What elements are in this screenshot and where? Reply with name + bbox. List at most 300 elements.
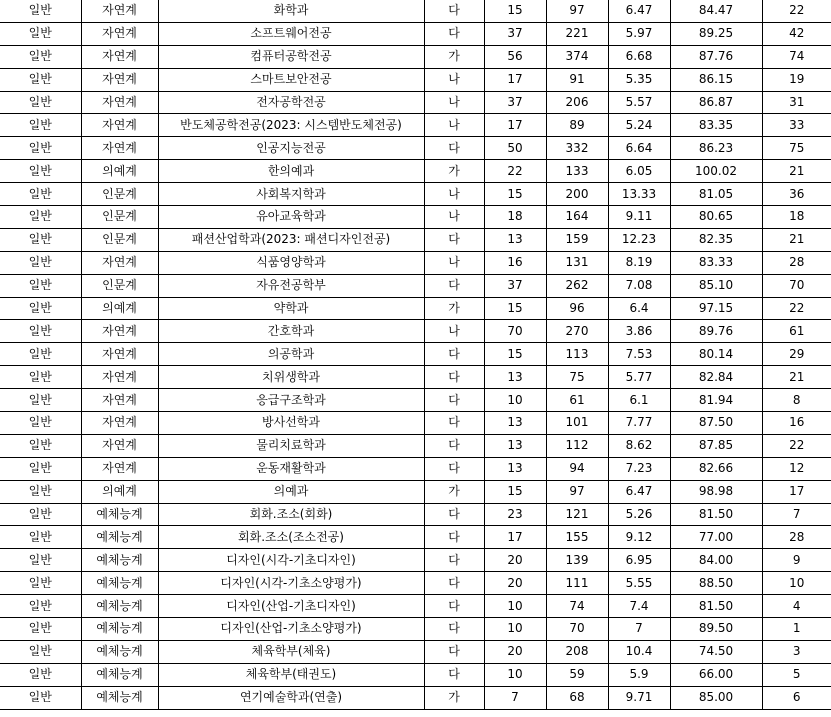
department-cell: 회화.조소(회화) xyxy=(158,503,424,526)
department-cell: 반도체공학전공(2023: 시스템반도체전공) xyxy=(158,114,424,137)
category-cell: 자연계 xyxy=(81,68,158,91)
score-cell: 74.50 xyxy=(670,640,762,663)
group-cell: 가 xyxy=(424,686,484,709)
competition-rate-cell: 6.47 xyxy=(608,480,670,503)
table-row xyxy=(0,503,831,526)
type-cell: 일반 xyxy=(0,366,81,389)
category-cell: 자연계 xyxy=(81,320,158,343)
category-cell: 자연계 xyxy=(81,114,158,137)
waitlist-cell: 12 xyxy=(762,457,831,480)
type-cell: 일반 xyxy=(0,320,81,343)
waitlist-cell: 17 xyxy=(762,480,831,503)
quota-cell: 37 xyxy=(484,22,546,45)
department-cell: 응급구조학과 xyxy=(158,389,424,412)
table-row xyxy=(0,91,831,114)
group-cell: 나 xyxy=(424,251,484,274)
group-cell: 다 xyxy=(424,0,484,22)
category-cell: 예체능계 xyxy=(81,663,158,686)
group-cell: 다 xyxy=(424,549,484,572)
department-cell: 회화.조소(조소전공) xyxy=(158,526,424,549)
quota-cell: 17 xyxy=(484,114,546,137)
score-cell: 83.35 xyxy=(670,114,762,137)
competition-rate-cell: 5.77 xyxy=(608,366,670,389)
department-cell: 간호학과 xyxy=(158,320,424,343)
score-cell: 97.15 xyxy=(670,297,762,320)
department-cell: 방사선학과 xyxy=(158,412,424,435)
table-row xyxy=(0,206,831,229)
quota-cell: 15 xyxy=(484,0,546,22)
category-cell: 자연계 xyxy=(81,0,158,22)
competition-rate-cell: 5.35 xyxy=(608,68,670,91)
quota-cell: 13 xyxy=(484,366,546,389)
type-cell: 일반 xyxy=(0,274,81,297)
category-cell: 의예계 xyxy=(81,160,158,183)
waitlist-cell: 29 xyxy=(762,343,831,366)
waitlist-cell: 36 xyxy=(762,183,831,206)
applicants-cell: 139 xyxy=(546,549,608,572)
waitlist-cell: 9 xyxy=(762,549,831,572)
competition-rate-cell: 10.4 xyxy=(608,640,670,663)
quota-cell: 10 xyxy=(484,663,546,686)
category-cell: 인문계 xyxy=(81,206,158,229)
applicants-cell: 91 xyxy=(546,68,608,91)
score-cell: 100.02 xyxy=(670,160,762,183)
quota-cell: 17 xyxy=(484,68,546,91)
score-cell: 81.94 xyxy=(670,389,762,412)
table-row xyxy=(0,343,831,366)
quota-cell: 23 xyxy=(484,503,546,526)
applicants-cell: 221 xyxy=(546,22,608,45)
type-cell: 일반 xyxy=(0,686,81,709)
score-cell: 85.00 xyxy=(670,686,762,709)
department-cell: 한의예과 xyxy=(158,160,424,183)
department-cell: 디자인(산업-기초소양평가) xyxy=(158,618,424,641)
group-cell: 나 xyxy=(424,183,484,206)
table-row xyxy=(0,274,831,297)
competition-rate-cell: 5.97 xyxy=(608,22,670,45)
group-cell: 다 xyxy=(424,228,484,251)
applicants-cell: 332 xyxy=(546,137,608,160)
department-cell: 자유전공학부 xyxy=(158,274,424,297)
competition-rate-cell: 9.71 xyxy=(608,686,670,709)
type-cell: 일반 xyxy=(0,412,81,435)
table-row xyxy=(0,389,831,412)
competition-rate-cell: 6.64 xyxy=(608,137,670,160)
table-row xyxy=(0,457,831,480)
applicants-cell: 74 xyxy=(546,595,608,618)
applicants-cell: 159 xyxy=(546,228,608,251)
applicants-cell: 112 xyxy=(546,434,608,457)
type-cell: 일반 xyxy=(0,160,81,183)
applicants-cell: 75 xyxy=(546,366,608,389)
type-cell: 일반 xyxy=(0,206,81,229)
group-cell: 다 xyxy=(424,343,484,366)
competition-rate-cell: 6.68 xyxy=(608,45,670,68)
type-cell: 일반 xyxy=(0,228,81,251)
group-cell: 다 xyxy=(424,412,484,435)
competition-rate-cell: 8.62 xyxy=(608,434,670,457)
quota-cell: 15 xyxy=(484,297,546,320)
department-cell: 의공학과 xyxy=(158,343,424,366)
group-cell: 다 xyxy=(424,22,484,45)
group-cell: 가 xyxy=(424,480,484,503)
score-cell: 87.76 xyxy=(670,45,762,68)
type-cell: 일반 xyxy=(0,389,81,412)
quota-cell: 37 xyxy=(484,91,546,114)
category-cell: 자연계 xyxy=(81,45,158,68)
type-cell: 일반 xyxy=(0,480,81,503)
type-cell: 일반 xyxy=(0,0,81,22)
type-cell: 일반 xyxy=(0,572,81,595)
score-cell: 81.50 xyxy=(670,503,762,526)
department-cell: 사회복지학과 xyxy=(158,183,424,206)
waitlist-cell: 21 xyxy=(762,160,831,183)
competition-rate-cell: 9.11 xyxy=(608,206,670,229)
waitlist-cell: 61 xyxy=(762,320,831,343)
group-cell: 다 xyxy=(424,503,484,526)
department-cell: 디자인(시각-기초디자인) xyxy=(158,549,424,572)
category-cell: 인문계 xyxy=(81,183,158,206)
applicants-cell: 97 xyxy=(546,0,608,22)
group-cell: 다 xyxy=(424,595,484,618)
group-cell: 다 xyxy=(424,434,484,457)
applicants-cell: 262 xyxy=(546,274,608,297)
group-cell: 다 xyxy=(424,618,484,641)
score-cell: 86.15 xyxy=(670,68,762,91)
competition-rate-cell: 7.08 xyxy=(608,274,670,297)
table-row xyxy=(0,320,831,343)
competition-rate-cell: 3.86 xyxy=(608,320,670,343)
waitlist-cell: 4 xyxy=(762,595,831,618)
category-cell: 예체능계 xyxy=(81,640,158,663)
quota-cell: 10 xyxy=(484,389,546,412)
waitlist-cell: 42 xyxy=(762,22,831,45)
competition-rate-cell: 7.23 xyxy=(608,457,670,480)
category-cell: 자연계 xyxy=(81,457,158,480)
quota-cell: 18 xyxy=(484,206,546,229)
waitlist-cell: 74 xyxy=(762,45,831,68)
department-cell: 식품영양학과 xyxy=(158,251,424,274)
competition-rate-cell: 13.33 xyxy=(608,183,670,206)
competition-rate-cell: 8.19 xyxy=(608,251,670,274)
group-cell: 나 xyxy=(424,68,484,91)
quota-cell: 20 xyxy=(484,640,546,663)
competition-rate-cell: 5.9 xyxy=(608,663,670,686)
type-cell: 일반 xyxy=(0,45,81,68)
type-cell: 일반 xyxy=(0,640,81,663)
score-cell: 89.50 xyxy=(670,618,762,641)
quota-cell: 37 xyxy=(484,274,546,297)
waitlist-cell: 22 xyxy=(762,297,831,320)
category-cell: 인문계 xyxy=(81,228,158,251)
table-row xyxy=(0,480,831,503)
score-cell: 86.87 xyxy=(670,91,762,114)
quota-cell: 15 xyxy=(484,480,546,503)
competition-rate-cell: 5.24 xyxy=(608,114,670,137)
quota-cell: 13 xyxy=(484,457,546,480)
group-cell: 다 xyxy=(424,274,484,297)
table-row xyxy=(0,45,831,68)
competition-rate-cell: 5.57 xyxy=(608,91,670,114)
score-cell: 84.47 xyxy=(670,0,762,22)
quota-cell: 20 xyxy=(484,549,546,572)
category-cell: 인문계 xyxy=(81,274,158,297)
table-row xyxy=(0,22,831,45)
applicants-cell: 59 xyxy=(546,663,608,686)
table-row xyxy=(0,297,831,320)
category-cell: 예체능계 xyxy=(81,526,158,549)
category-cell: 예체능계 xyxy=(81,686,158,709)
department-cell: 스마트보안전공 xyxy=(158,68,424,91)
applicants-cell: 94 xyxy=(546,457,608,480)
applicants-cell: 270 xyxy=(546,320,608,343)
group-cell: 나 xyxy=(424,114,484,137)
category-cell: 예체능계 xyxy=(81,549,158,572)
quota-cell: 13 xyxy=(484,412,546,435)
score-cell: 85.10 xyxy=(670,274,762,297)
table-row xyxy=(0,0,831,22)
score-cell: 81.50 xyxy=(670,595,762,618)
group-cell: 다 xyxy=(424,640,484,663)
applicants-cell: 155 xyxy=(546,526,608,549)
applicants-cell: 96 xyxy=(546,297,608,320)
competition-rate-cell: 9.12 xyxy=(608,526,670,549)
score-cell: 86.23 xyxy=(670,137,762,160)
score-cell: 66.00 xyxy=(670,663,762,686)
table-row xyxy=(0,663,831,686)
waitlist-cell: 18 xyxy=(762,206,831,229)
score-cell: 83.33 xyxy=(670,251,762,274)
type-cell: 일반 xyxy=(0,343,81,366)
type-cell: 일반 xyxy=(0,137,81,160)
category-cell: 자연계 xyxy=(81,91,158,114)
quota-cell: 22 xyxy=(484,160,546,183)
waitlist-cell: 21 xyxy=(762,366,831,389)
type-cell: 일반 xyxy=(0,663,81,686)
waitlist-cell: 19 xyxy=(762,68,831,91)
category-cell: 자연계 xyxy=(81,22,158,45)
quota-cell: 17 xyxy=(484,526,546,549)
type-cell: 일반 xyxy=(0,595,81,618)
department-cell: 유아교육학과 xyxy=(158,206,424,229)
competition-rate-cell: 7 xyxy=(608,618,670,641)
competition-rate-cell: 5.55 xyxy=(608,572,670,595)
type-cell: 일반 xyxy=(0,549,81,572)
waitlist-cell: 70 xyxy=(762,274,831,297)
competition-rate-cell: 12.23 xyxy=(608,228,670,251)
category-cell: 자연계 xyxy=(81,366,158,389)
table-row xyxy=(0,137,831,160)
category-cell: 예체능계 xyxy=(81,572,158,595)
group-cell: 나 xyxy=(424,320,484,343)
applicants-cell: 70 xyxy=(546,618,608,641)
quota-cell: 10 xyxy=(484,618,546,641)
table-row xyxy=(0,114,831,137)
applicants-cell: 133 xyxy=(546,160,608,183)
type-cell: 일반 xyxy=(0,297,81,320)
department-cell: 치위생학과 xyxy=(158,366,424,389)
type-cell: 일반 xyxy=(0,503,81,526)
department-cell: 전자공학전공 xyxy=(158,91,424,114)
applicants-cell: 374 xyxy=(546,45,608,68)
group-cell: 나 xyxy=(424,91,484,114)
group-cell: 다 xyxy=(424,389,484,412)
type-cell: 일반 xyxy=(0,183,81,206)
quota-cell: 56 xyxy=(484,45,546,68)
quota-cell: 13 xyxy=(484,228,546,251)
category-cell: 예체능계 xyxy=(81,503,158,526)
table-row xyxy=(0,160,831,183)
waitlist-cell: 3 xyxy=(762,640,831,663)
score-cell: 87.50 xyxy=(670,412,762,435)
group-cell: 다 xyxy=(424,137,484,160)
applicants-cell: 164 xyxy=(546,206,608,229)
competition-rate-cell: 6.47 xyxy=(608,0,670,22)
table-row xyxy=(0,640,831,663)
score-cell: 88.50 xyxy=(670,572,762,595)
applicants-cell: 113 xyxy=(546,343,608,366)
competition-rate-cell: 6.1 xyxy=(608,389,670,412)
table-row xyxy=(0,68,831,91)
score-cell: 80.65 xyxy=(670,206,762,229)
quota-cell: 50 xyxy=(484,137,546,160)
department-cell: 소프트웨어전공 xyxy=(158,22,424,45)
table-row xyxy=(0,686,831,709)
applicants-cell: 89 xyxy=(546,114,608,137)
department-cell: 의예과 xyxy=(158,480,424,503)
department-cell: 연기예술학과(연출) xyxy=(158,686,424,709)
score-cell: 82.84 xyxy=(670,366,762,389)
department-cell: 체육학부(체육) xyxy=(158,640,424,663)
competition-rate-cell: 7.53 xyxy=(608,343,670,366)
competition-rate-cell: 6.95 xyxy=(608,549,670,572)
department-cell: 체육학부(태권도) xyxy=(158,663,424,686)
department-cell: 컴퓨터공학전공 xyxy=(158,45,424,68)
category-cell: 의예계 xyxy=(81,480,158,503)
score-cell: 84.00 xyxy=(670,549,762,572)
score-cell: 89.25 xyxy=(670,22,762,45)
group-cell: 다 xyxy=(424,572,484,595)
score-cell: 80.14 xyxy=(670,343,762,366)
applicants-cell: 206 xyxy=(546,91,608,114)
competition-rate-cell: 7.4 xyxy=(608,595,670,618)
category-cell: 자연계 xyxy=(81,389,158,412)
waitlist-cell: 1 xyxy=(762,618,831,641)
waitlist-cell: 22 xyxy=(762,434,831,457)
table-row xyxy=(0,183,831,206)
group-cell: 다 xyxy=(424,457,484,480)
applicants-cell: 121 xyxy=(546,503,608,526)
table-row xyxy=(0,572,831,595)
applicants-cell: 131 xyxy=(546,251,608,274)
waitlist-cell: 10 xyxy=(762,572,831,595)
applicants-cell: 97 xyxy=(546,480,608,503)
quota-cell: 13 xyxy=(484,434,546,457)
applicants-cell: 111 xyxy=(546,572,608,595)
department-cell: 디자인(산업-기초디자인) xyxy=(158,595,424,618)
category-cell: 자연계 xyxy=(81,251,158,274)
applicants-cell: 68 xyxy=(546,686,608,709)
score-cell: 82.66 xyxy=(670,457,762,480)
category-cell: 예체능계 xyxy=(81,595,158,618)
type-cell: 일반 xyxy=(0,91,81,114)
waitlist-cell: 28 xyxy=(762,251,831,274)
table-row xyxy=(0,434,831,457)
category-cell: 예체능계 xyxy=(81,618,158,641)
applicants-cell: 61 xyxy=(546,389,608,412)
department-cell: 인공지능전공 xyxy=(158,137,424,160)
score-cell: 81.05 xyxy=(670,183,762,206)
category-cell: 자연계 xyxy=(81,412,158,435)
group-cell: 가 xyxy=(424,160,484,183)
table-row xyxy=(0,228,831,251)
score-cell: 89.76 xyxy=(670,320,762,343)
table-row xyxy=(0,618,831,641)
waitlist-cell: 33 xyxy=(762,114,831,137)
table-row xyxy=(0,366,831,389)
department-cell: 운동재활학과 xyxy=(158,457,424,480)
competition-rate-cell: 7.77 xyxy=(608,412,670,435)
waitlist-cell: 31 xyxy=(762,91,831,114)
department-cell: 디자인(시각-기초소양평가) xyxy=(158,572,424,595)
department-cell: 화학과 xyxy=(158,0,424,22)
category-cell: 자연계 xyxy=(81,137,158,160)
group-cell: 다 xyxy=(424,526,484,549)
category-cell: 자연계 xyxy=(81,343,158,366)
department-cell: 물리치료학과 xyxy=(158,434,424,457)
applicants-cell: 208 xyxy=(546,640,608,663)
type-cell: 일반 xyxy=(0,618,81,641)
category-cell: 의예계 xyxy=(81,297,158,320)
table-row xyxy=(0,251,831,274)
quota-cell: 15 xyxy=(484,343,546,366)
group-cell: 가 xyxy=(424,297,484,320)
waitlist-cell: 21 xyxy=(762,228,831,251)
type-cell: 일반 xyxy=(0,251,81,274)
type-cell: 일반 xyxy=(0,434,81,457)
quota-cell: 20 xyxy=(484,572,546,595)
group-cell: 가 xyxy=(424,45,484,68)
applicants-cell: 101 xyxy=(546,412,608,435)
waitlist-cell: 6 xyxy=(762,686,831,709)
waitlist-cell: 5 xyxy=(762,663,831,686)
type-cell: 일반 xyxy=(0,114,81,137)
competition-rate-cell: 5.26 xyxy=(608,503,670,526)
category-cell: 자연계 xyxy=(81,434,158,457)
waitlist-cell: 22 xyxy=(762,0,831,22)
waitlist-cell: 75 xyxy=(762,137,831,160)
score-cell: 87.85 xyxy=(670,434,762,457)
competition-rate-cell: 6.05 xyxy=(608,160,670,183)
waitlist-cell: 16 xyxy=(762,412,831,435)
score-cell: 82.35 xyxy=(670,228,762,251)
quota-cell: 16 xyxy=(484,251,546,274)
type-cell: 일반 xyxy=(0,457,81,480)
department-cell: 패션산업학과(2023: 패션디자인전공) xyxy=(158,228,424,251)
department-cell: 약학과 xyxy=(158,297,424,320)
group-cell: 다 xyxy=(424,663,484,686)
quota-cell: 70 xyxy=(484,320,546,343)
waitlist-cell: 8 xyxy=(762,389,831,412)
table-row xyxy=(0,526,831,549)
quota-cell: 7 xyxy=(484,686,546,709)
quota-cell: 10 xyxy=(484,595,546,618)
applicants-cell: 200 xyxy=(546,183,608,206)
waitlist-cell: 28 xyxy=(762,526,831,549)
competition-rate-cell: 6.4 xyxy=(608,297,670,320)
table-row xyxy=(0,595,831,618)
score-cell: 98.98 xyxy=(670,480,762,503)
